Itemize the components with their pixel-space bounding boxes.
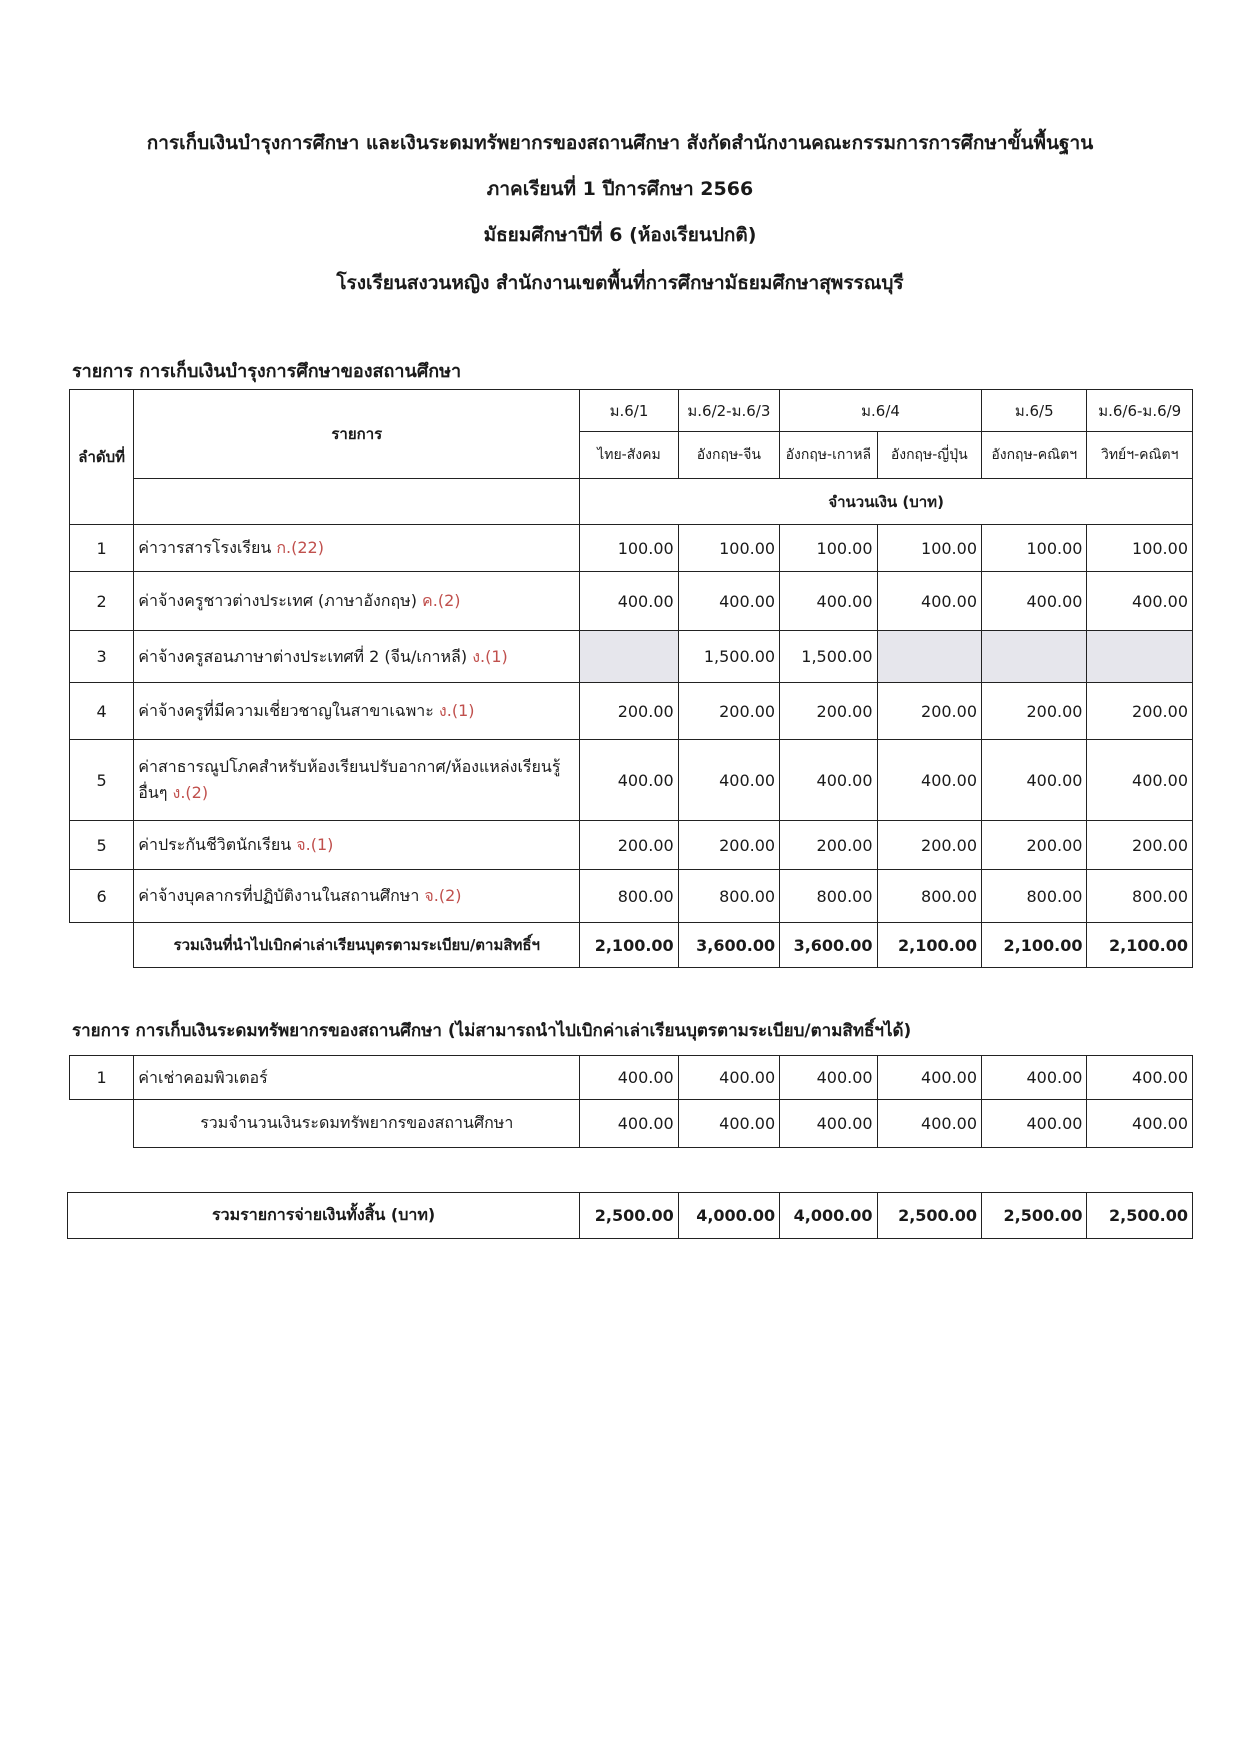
row-value: 400.00 <box>877 1056 981 1100</box>
table-row <box>70 631 1193 683</box>
row-index: 1 <box>70 525 134 572</box>
row-value: 800.00 <box>580 870 678 923</box>
row-value: 200.00 <box>678 821 779 870</box>
row-item-text: ค่าจ้างครูสอนภาษาต่างประเทศที่ 2 (จีน/เกาหลี) <box>138 646 468 666</box>
row-value: 200.00 <box>780 683 877 740</box>
row-ref: ก.(22) <box>276 538 324 558</box>
row-item-text: ค่าวารสารโรงเรียน <box>138 538 272 558</box>
row-value: 200.00 <box>877 821 981 870</box>
row-item <box>134 683 580 740</box>
total-value: 400.00 <box>1087 1100 1193 1148</box>
total-spacer <box>70 1100 134 1148</box>
table-row <box>70 572 1193 631</box>
total-value: 400.00 <box>580 1100 678 1148</box>
item-header-spacer <box>134 479 580 525</box>
row-value: 400.00 <box>678 740 779 821</box>
total-value: 2,100.00 <box>877 923 981 968</box>
row-ref: จ.(1) <box>296 835 334 855</box>
total-value: 3,600.00 <box>678 923 779 968</box>
row-value: 200.00 <box>877 683 981 740</box>
grand-total-value: 2,500.00 <box>580 1193 678 1239</box>
row-value: 400.00 <box>982 740 1087 821</box>
grand-total-label: รวมรายการจ่ายเงินทั้งสิ้น (บาท) <box>68 1193 580 1239</box>
row-value: 400.00 <box>877 572 981 631</box>
row-value: 400.00 <box>982 1056 1087 1100</box>
doc-title-line1: การเก็บเงินบำรุงการศึกษา และเงินระดมทรัพยากรของสถานศึกษา สังกัดสำนักงานคณะกรรมการการศึกษาขั้นพื้นฐาน <box>146 132 1094 154</box>
fee-table <box>69 389 1193 968</box>
total-spacer <box>70 923 134 968</box>
row-value: 100.00 <box>1087 525 1193 572</box>
row-index: 2 <box>70 572 134 631</box>
row-value: 400.00 <box>678 1056 779 1100</box>
row-item-text: ค่าจ้างบุคลากรที่ปฏิบัติงานในสถานศึกษา <box>138 886 420 906</box>
grand-total-value: 4,000.00 <box>678 1193 779 1239</box>
row-value: 400.00 <box>1087 740 1193 821</box>
total-value: 2,100.00 <box>982 923 1087 968</box>
total-value: 2,100.00 <box>1087 923 1193 968</box>
grand-total-row <box>68 1193 1193 1239</box>
resource-table <box>69 1055 1193 1148</box>
row-value: 200.00 <box>1087 821 1193 870</box>
row-value: 400.00 <box>982 572 1087 631</box>
table-amount-row <box>70 479 1193 525</box>
row-value: 200.00 <box>580 683 678 740</box>
row-item <box>134 525 580 572</box>
row-index: 4 <box>70 683 134 740</box>
table-row <box>70 1056 1193 1100</box>
row-item-text: ค่าจ้างครูชาวต่างประเทศ (ภาษาอังกฤษ) <box>138 591 417 611</box>
program-header: ไทย-สังคม <box>580 432 678 479</box>
row-item-text: ค่าประกันชีวิตนักเรียน <box>138 835 292 855</box>
program-header: อังกฤษ-คณิตฯ <box>982 432 1087 479</box>
row-item <box>134 870 580 923</box>
total-value: 400.00 <box>982 1100 1087 1148</box>
row-item-text: ค่าสาธารณูปโภคสำหรับห้องเรียนปรับอากาศ/ห้องแหล่งเรียนรู้อื่นๆ <box>138 757 561 802</box>
col-item-header: รายการ <box>134 390 580 479</box>
row-item <box>134 572 580 631</box>
row-value: 400.00 <box>678 572 779 631</box>
doc-title-line2: ภาคเรียนที่ 1 ปีการศึกษา 2566 <box>486 178 754 200</box>
row-value: 400.00 <box>780 740 877 821</box>
row-item-text: ค่าจ้างครูที่มีความเชี่ยวชาญในสาขาเฉพาะ <box>138 701 434 721</box>
row-value: 400.00 <box>580 572 678 631</box>
row-value <box>982 631 1087 683</box>
total-value: 400.00 <box>877 1100 981 1148</box>
row-value: 400.00 <box>1087 572 1193 631</box>
row-item <box>134 740 580 821</box>
total-row <box>70 923 1193 968</box>
table-row <box>70 683 1193 740</box>
row-value: 400.00 <box>580 740 678 821</box>
row-value: 800.00 <box>982 870 1087 923</box>
row-index: 1 <box>70 1056 134 1100</box>
row-value: 100.00 <box>580 525 678 572</box>
class-header: ม.6/4 <box>780 390 982 432</box>
row-value <box>1087 631 1193 683</box>
row-value: 200.00 <box>1087 683 1193 740</box>
grand-total-value: 2,500.00 <box>982 1193 1087 1239</box>
class-header: ม.6/5 <box>982 390 1087 432</box>
table-header-row <box>70 390 1193 432</box>
amount-header: จำนวนเงิน (บาท) <box>580 479 1193 525</box>
program-header: อังกฤษ-ญี่ปุ่น <box>877 432 981 479</box>
total-label: รวมจำนวนเงินระดมทรัพยากรของสถานศึกษา <box>134 1100 580 1148</box>
row-value: 400.00 <box>780 572 877 631</box>
total-label: รวมเงินที่นำไปเบิกค่าเล่าเรียนบุตรตามระเบียบ/ตามสิทธิ์ฯ <box>134 923 580 968</box>
row-index: 3 <box>70 631 134 683</box>
table-row <box>70 525 1193 572</box>
row-value: 100.00 <box>678 525 779 572</box>
table-row <box>70 740 1193 821</box>
row-item <box>134 821 580 870</box>
row-value: 200.00 <box>780 821 877 870</box>
grand-total-value: 2,500.00 <box>1087 1193 1193 1239</box>
program-header: วิทย์ฯ-คณิตฯ <box>1087 432 1193 479</box>
col-index-header: ลำดับที่ <box>70 390 134 525</box>
row-value: 200.00 <box>982 821 1087 870</box>
row-value: 800.00 <box>1087 870 1193 923</box>
row-ref: ง.(1) <box>472 646 508 666</box>
total-value: 400.00 <box>678 1100 779 1148</box>
row-ref: จ.(2) <box>424 886 462 906</box>
row-value: 200.00 <box>678 683 779 740</box>
row-index: 6 <box>70 870 134 923</box>
row-value: 200.00 <box>580 821 678 870</box>
row-ref: ง.(1) <box>438 701 475 721</box>
section1-label: รายการ การเก็บเงินบำรุงการศึกษาของสถานศึกษา <box>72 361 462 382</box>
row-value: 800.00 <box>780 870 877 923</box>
row-value <box>580 631 678 683</box>
total-value: 3,600.00 <box>780 923 877 968</box>
grand-total-table <box>67 1192 1193 1239</box>
program-header: อังกฤษ-เกาหลี <box>780 432 877 479</box>
row-item: ค่าเช่าคอมพิวเตอร์ <box>134 1056 580 1100</box>
table-row <box>70 870 1193 923</box>
table-row <box>70 821 1193 870</box>
row-value <box>877 631 981 683</box>
row-value: 1,500.00 <box>678 631 779 683</box>
total-value: 2,100.00 <box>580 923 678 968</box>
row-value: 400.00 <box>580 1056 678 1100</box>
program-header: อังกฤษ-จีน <box>678 432 779 479</box>
row-item <box>134 631 580 683</box>
row-value: 400.00 <box>877 740 981 821</box>
row-value: 400.00 <box>780 1056 877 1100</box>
row-value: 1,500.00 <box>780 631 877 683</box>
row-index: 5 <box>70 740 134 821</box>
grand-total-value: 2,500.00 <box>877 1193 981 1239</box>
row-value: 400.00 <box>1087 1056 1193 1100</box>
total-value: 400.00 <box>780 1100 877 1148</box>
grand-total-value: 4,000.00 <box>780 1193 877 1239</box>
row-value: 100.00 <box>877 525 981 572</box>
row-ref: ค.(2) <box>422 591 461 611</box>
doc-title-line4: โรงเรียนสงวนหญิง สำนักงานเขตพื้นที่การศึกษามัธยมศึกษาสุพรรณบุรี <box>336 272 904 294</box>
row-ref: ง.(2) <box>172 783 209 802</box>
class-header: ม.6/6-ม.6/9 <box>1087 390 1193 432</box>
row-value: 200.00 <box>982 683 1087 740</box>
row-value: 100.00 <box>982 525 1087 572</box>
class-header: ม.6/2-ม.6/3 <box>678 390 779 432</box>
row-index: 5 <box>70 821 134 870</box>
doc-title-line3: มัธยมศึกษาปีที่ 6 (ห้องเรียนปกติ) <box>483 224 757 246</box>
class-header: ม.6/1 <box>580 390 678 432</box>
total-row <box>70 1100 1193 1148</box>
row-value: 100.00 <box>780 525 877 572</box>
row-value: 800.00 <box>877 870 981 923</box>
row-value: 800.00 <box>678 870 779 923</box>
section2-label: รายการ การเก็บเงินระดมทรัพยากรของสถานศึกษา (ไม่สามารถนำไปเบิกค่าเล่าเรียนบุตรตามระเบียบ/ตามสิทธิ์ฯได้) <box>72 1021 912 1041</box>
